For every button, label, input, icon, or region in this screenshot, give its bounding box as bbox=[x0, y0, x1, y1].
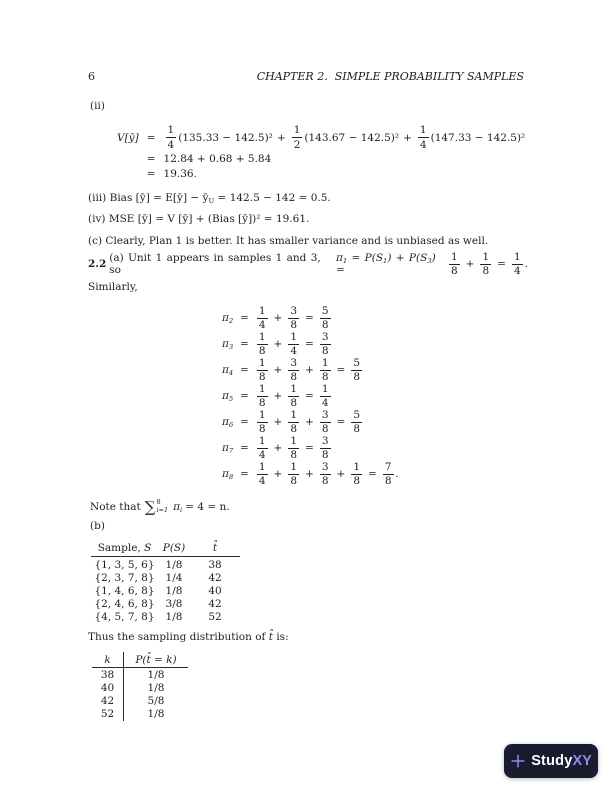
prob-cell: 3/8 bbox=[165, 598, 183, 611]
k-cell: 40 bbox=[92, 681, 124, 694]
pi-symbol: $\pi_8$ bbox=[222, 468, 234, 481]
distribution-table bbox=[92, 652, 188, 721]
sum-note-line bbox=[90, 497, 230, 517]
fraction: $\frac{1}{8}$ bbox=[290, 408, 297, 435]
sample-cell: {4, 5, 7, 8} bbox=[94, 611, 155, 624]
logo-text-xy: XY bbox=[572, 753, 592, 769]
equation-rhs-line3: 19.36. bbox=[163, 167, 197, 180]
fraction: $\frac{1}{8}$ bbox=[353, 460, 360, 487]
pi-equations-block bbox=[222, 305, 399, 487]
t-cell: 40 bbox=[208, 584, 222, 597]
header-t-hat: t̂ bbox=[212, 542, 218, 554]
pi-symbol: $\pi_4$ bbox=[222, 364, 234, 377]
table-row bbox=[91, 558, 240, 571]
prob-cell: 1/8 bbox=[165, 558, 183, 571]
pi-equation-row bbox=[222, 409, 399, 435]
p-cell: 5/8 bbox=[147, 694, 165, 707]
bias-result: = 142.5 − 142 = 0.5. bbox=[214, 192, 331, 204]
fraction: $\frac{1}{4}$ bbox=[419, 124, 427, 151]
t-hat-symbol: t̂ bbox=[268, 631, 273, 643]
pi1-math-run: $\pi_1 = P(S_1) + P(S_3)$ = bbox=[335, 252, 436, 276]
sum-limits: 8 i=1 bbox=[156, 498, 169, 514]
t-cell: 52 bbox=[208, 611, 222, 624]
fraction: $\frac{3}{8}$ bbox=[290, 304, 297, 331]
fraction: $\frac{7}{8}$ bbox=[384, 460, 392, 487]
p-cell: 1/8 bbox=[147, 668, 165, 681]
fraction: $\frac{3}{8}$ bbox=[290, 356, 297, 383]
table-row bbox=[92, 694, 188, 707]
equals-sign: = bbox=[305, 312, 314, 324]
summation-icon: ∑ bbox=[144, 497, 156, 516]
chapter-title: CHAPTER 2. SIMPLE PROBABILITY SAMPLES bbox=[256, 70, 524, 83]
header-probability: P(S) bbox=[162, 542, 186, 554]
table-row bbox=[92, 668, 188, 681]
table-row bbox=[91, 598, 240, 611]
sample-cell: {2, 4, 6, 8} bbox=[94, 598, 155, 611]
plus-icon bbox=[510, 753, 526, 769]
pi-i-symbol: $\pi_i$ bbox=[173, 501, 183, 514]
samples-table bbox=[91, 541, 240, 624]
fraction: $\frac{5}{8}$ bbox=[321, 304, 329, 331]
equals-sign: = bbox=[240, 416, 249, 428]
equals-sign: = bbox=[240, 390, 249, 402]
plus-sign: + bbox=[273, 416, 283, 428]
item-b-label: (b) bbox=[90, 520, 105, 532]
plus-sign: + bbox=[336, 468, 346, 480]
pi-symbol: $\pi_2$ bbox=[222, 312, 234, 325]
equation-term: (143.67 − 142.5)² bbox=[304, 131, 400, 144]
equation-term: (147.33 − 142.5)² bbox=[430, 131, 526, 144]
fraction: $\frac{1}{8}$ bbox=[450, 250, 458, 277]
samples-table-header bbox=[91, 541, 240, 557]
pi-symbol: $\pi_5$ bbox=[222, 390, 234, 403]
fraction: $\frac{3}{8}$ bbox=[321, 408, 329, 435]
fraction: $\frac{3}{8}$ bbox=[321, 330, 329, 357]
plus-sign: + bbox=[273, 442, 283, 454]
logo-text-study: Study bbox=[531, 753, 573, 769]
table-row bbox=[91, 571, 240, 584]
pi-equation-row bbox=[222, 331, 399, 357]
fraction: $\frac{1}{8}$ bbox=[482, 250, 490, 277]
pi-symbol: $\pi_7$ bbox=[222, 442, 234, 455]
fraction: $\frac{3}{8}$ bbox=[321, 460, 329, 487]
plus-sign: + bbox=[305, 416, 314, 428]
problem-lead-text: (a) Unit 1 appears in samples 1 and 3, so bbox=[109, 252, 321, 276]
k-cell: 38 bbox=[92, 668, 124, 681]
plus-sign: + bbox=[273, 468, 283, 480]
fraction: $\frac{1}{2}$ bbox=[293, 124, 301, 151]
prob-cell: 1/4 bbox=[165, 571, 183, 584]
problem-2-2-line bbox=[88, 251, 528, 277]
t-cell: 42 bbox=[208, 571, 222, 584]
p-cell: 1/8 bbox=[147, 681, 165, 694]
pi-equation-row bbox=[222, 305, 399, 331]
equation-lhs: V[ȳ] bbox=[117, 131, 139, 144]
item-c-line: (c) Clearly, Plan 1 is better. It has smaller variance and is unbiased as well. bbox=[88, 235, 489, 247]
plus-sign: + bbox=[403, 131, 412, 144]
table-row bbox=[91, 584, 240, 597]
variance-equation-block bbox=[117, 124, 525, 181]
equals-sign: = bbox=[240, 364, 249, 376]
studyxy-logo[interactable] bbox=[504, 744, 598, 778]
header-sample: Sample, S bbox=[97, 542, 152, 554]
equals-sign: = bbox=[497, 258, 506, 270]
fraction: $\frac{1}{4}$ bbox=[258, 434, 266, 461]
table-row bbox=[91, 611, 240, 624]
equals-sign: = bbox=[305, 442, 314, 454]
item-iv-line: (iv) MSE [ȳ] = V [ȳ] + (Bias [ȳ])² = 19.61. bbox=[88, 213, 310, 225]
equals-sign: = bbox=[240, 312, 249, 324]
t-cell: 42 bbox=[208, 598, 222, 611]
fraction: $\frac{1}{8}$ bbox=[290, 434, 297, 461]
plus-sign: + bbox=[305, 364, 314, 376]
equation-rhs-line2: 12.84 + 0.68 + 5.84 bbox=[163, 152, 272, 165]
thus-line: Thus the sampling distribution of t̂ is: bbox=[88, 631, 289, 643]
fraction: $\frac{1}{8}$ bbox=[290, 382, 297, 409]
equals-sign: = bbox=[240, 442, 249, 454]
t-cell: 38 bbox=[208, 558, 222, 571]
equals-sign: = bbox=[146, 131, 156, 144]
fraction: $\frac{5}{8}$ bbox=[353, 408, 360, 435]
bias-text: (iii) Bias [ȳ] = E[ȳ] − ȳ bbox=[88, 192, 209, 204]
equals-sign: = bbox=[146, 152, 156, 165]
fraction: $\frac{1}{4}$ bbox=[321, 382, 329, 409]
equals-sign: = bbox=[240, 468, 249, 480]
equation-rhs-line1 bbox=[164, 124, 526, 151]
problem-number: 2.2 bbox=[88, 258, 107, 270]
equals-sign: = bbox=[336, 364, 346, 376]
sample-cell: {1, 4, 6, 8} bbox=[94, 584, 155, 597]
fraction: $\frac{1}{4}$ bbox=[258, 304, 266, 331]
equals-sign: = bbox=[146, 167, 156, 180]
header-k: k bbox=[92, 652, 124, 667]
equals-sign: = bbox=[240, 338, 249, 350]
pi-equation-row bbox=[222, 435, 399, 461]
plus-sign: + bbox=[273, 390, 283, 402]
equals-sign: = bbox=[305, 390, 314, 402]
plus-sign: + bbox=[276, 131, 286, 144]
similarly-text: Similarly, bbox=[88, 281, 138, 293]
fraction: $\frac{1}{8}$ bbox=[290, 460, 297, 487]
item-iii-line bbox=[88, 192, 331, 205]
pi-symbol: $\pi_3$ bbox=[222, 338, 234, 351]
fraction: $\frac{1}{8}$ bbox=[258, 330, 266, 357]
equals-sign: = bbox=[336, 416, 346, 428]
sample-cell: {1, 3, 5, 6} bbox=[94, 558, 155, 571]
fraction: $\frac{3}{8}$ bbox=[321, 434, 329, 461]
fraction: $\frac{1}{4}$ bbox=[290, 330, 297, 357]
prob-cell: 1/8 bbox=[165, 584, 183, 597]
subscript-U: U bbox=[208, 197, 215, 205]
equals-sign: = bbox=[368, 468, 377, 480]
fraction: $\frac{1}{8}$ bbox=[258, 356, 266, 383]
fraction: $\frac{1}{4}$ bbox=[258, 460, 266, 487]
p-cell: 1/8 bbox=[147, 708, 165, 721]
equation-term: (135.33 − 142.5)² bbox=[178, 131, 273, 144]
item-ii-label: (ii) bbox=[90, 100, 105, 112]
header-p-t-k: P(t̂ = k) bbox=[135, 653, 177, 666]
pi-equation-row bbox=[222, 383, 399, 409]
equals-sign: = bbox=[305, 338, 314, 350]
plus-sign: + bbox=[273, 312, 283, 324]
fraction: $\frac{1}{4}$ bbox=[167, 124, 175, 151]
note-text: Note that bbox=[90, 501, 141, 513]
plus-sign: + bbox=[465, 258, 475, 270]
plus-sign: + bbox=[273, 338, 283, 350]
plus-sign: + bbox=[273, 364, 283, 376]
prob-cell: 1/8 bbox=[165, 611, 183, 624]
period: . bbox=[524, 258, 528, 270]
pi-symbol: $\pi_6$ bbox=[222, 416, 234, 429]
pi-equation-row bbox=[222, 461, 399, 487]
fraction: $\frac{1}{8}$ bbox=[258, 382, 266, 409]
page-number: 6 bbox=[88, 70, 95, 83]
trailing-punctuation: . bbox=[395, 468, 399, 480]
table-row bbox=[92, 708, 188, 721]
k-cell: 52 bbox=[92, 708, 124, 721]
plus-sign: + bbox=[305, 468, 314, 480]
page-header bbox=[88, 70, 524, 83]
fraction: $\frac{5}{8}$ bbox=[353, 356, 360, 383]
k-cell: 42 bbox=[92, 694, 124, 707]
sample-cell: {2, 3, 7, 8} bbox=[94, 571, 155, 584]
sum-result: = 4 = n. bbox=[185, 501, 230, 513]
table-row bbox=[92, 681, 188, 694]
fraction: $\frac{1}{8}$ bbox=[258, 408, 266, 435]
fraction: $\frac{1}{8}$ bbox=[321, 356, 329, 383]
pi-equation-row bbox=[222, 357, 399, 383]
fraction: $\frac{1}{4}$ bbox=[513, 250, 521, 277]
distribution-table-header bbox=[92, 652, 188, 668]
